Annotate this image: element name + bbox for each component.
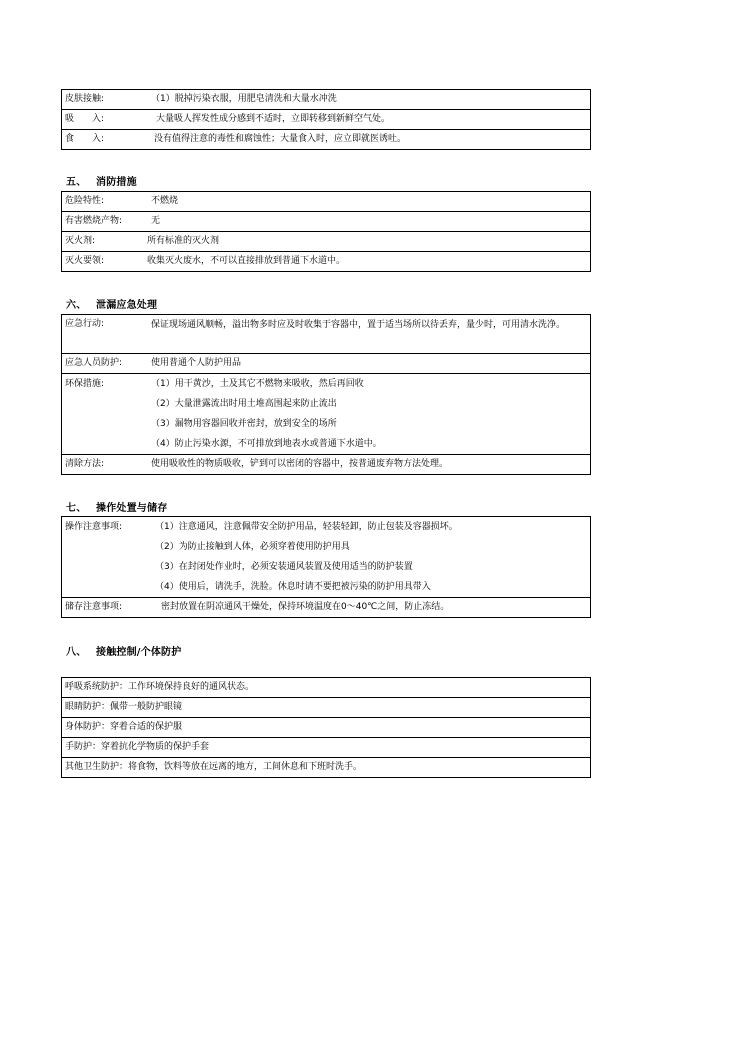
table-row [62,738,591,758]
table-row [62,252,591,272]
row-value: 保证现场通风顺畅，溢出物多时应及时收集于容器中，置于适当场所以待丢弃，量少时，可用清水洗净。 [151,320,566,330]
table-cell [62,232,591,252]
section-number: 七、 [66,503,87,514]
row-label: 食 入: [65,134,105,144]
row-label: 操作注意事项: [65,522,123,532]
section-title: 接触控制/个体防护 [96,647,182,658]
table-row [62,90,591,110]
table-cell: 呼吸系统防护：工作环境保持良好的通风状态。 [62,678,591,698]
row-label: 灭火剂: [65,236,96,246]
list-item: （4）使用后，请洗手，洗脸。休息时请不要把被污染的防护用具带入 [155,582,431,592]
spill-response-table [61,314,591,475]
table-row [62,374,591,455]
table-row [62,130,591,150]
table-cell [62,374,591,455]
row-value: 收集灭火废水，不可以直接排放到普通下水道中。 [147,256,346,266]
section-title: 泄漏应急处理 [96,300,158,311]
table-cell [62,598,591,618]
row-value: 使用普通个人防护用品 [151,358,242,368]
row-label: 环保措施: [65,379,105,389]
table-row [62,212,591,232]
row-label: 有害燃烧产物: [65,216,123,226]
table-row [62,354,591,374]
table-cell: 其他卫生防护：将食物，饮料等放在远离的地方，工间休息和下班时洗手。 [62,758,591,778]
row-value: 所有标准的灭火剂 [147,236,220,246]
table-cell [62,252,591,272]
row-label: 清除方法: [65,459,105,469]
table-cell [62,90,591,110]
section-number: 六、 [66,300,87,311]
table-cell [62,315,591,354]
table-row [62,192,591,212]
table-cell: 身体防护：穿着合适的保护服 [62,718,591,738]
table-cell [62,517,591,598]
section-heading [66,296,157,311]
section-heading [66,173,137,188]
section-heading [66,499,167,514]
row-label: 储存注意事项: [65,602,123,612]
row-value-list [151,374,382,454]
list-item: （3）在封闭处作业时，必须安装通风装置及使用适当的防护装置 [155,562,413,572]
list-item: （1）用干黄沙，土及其它不燃物来吸收，然后再回收 [151,379,364,389]
row-label: 皮肤接触: [65,94,105,104]
table-cell: 手防护：穿着抗化学物质的保护手套 [62,738,591,758]
row-label: 应急人员防护: [65,358,123,368]
row-value: （1）脱掉污染衣服，用肥皂清洗和大量水冲洗 [151,94,337,104]
table-cell: 眼睛防护：佩带一般防护眼镜 [62,698,591,718]
table-row [62,110,591,130]
row-label: 危险特性: [65,196,105,206]
table-row [62,758,591,778]
row-label: 灭火要领: [65,256,105,266]
table-cell [62,212,591,232]
table-row [62,455,591,475]
row-value: 没有值得注意的毒性和腐蚀性；大量食入时，应立即就医诱吐。 [154,134,407,144]
row-value: 无 [151,216,161,226]
row-value: 大量吸人挥发性成分感到不适时，立即转移到新鲜空气处。 [156,114,391,124]
section-title: 消防措施 [96,177,137,188]
section-number: 八、 [66,647,87,658]
table-cell [62,130,591,150]
table-cell [62,192,591,212]
table-row [62,315,591,354]
row-value: 使用吸收性的物质吸收，铲到可以密闭的容器中，按普通废弃物方法处理。 [151,459,449,469]
list-item: （1）注意通风，注意佩带安全防护用品，轻装轻卸，防止包装及容器损坏。 [155,522,458,532]
table-row [62,678,591,698]
table-row [62,598,591,618]
table-row [62,718,591,738]
table-cell [62,110,591,130]
section-heading [66,643,181,658]
row-label: 吸 入: [65,114,105,124]
row-value-list [155,517,458,597]
list-item: （2）大量泄露流出时用土堆高围起来防止流出 [151,399,337,409]
table-cell [62,354,591,374]
table-row [62,232,591,252]
section-number: 五、 [66,177,87,188]
table-row [62,698,591,718]
row-value: 密封放置在阴凉通风干燥处，保持环境温度在0～40℃之间，防止冻结。 [161,602,450,612]
table-row [62,517,591,598]
exposure-control-table [61,677,591,778]
first-aid-table [61,89,591,150]
handling-storage-table [61,516,591,618]
table-cell [62,455,591,475]
list-item: （4）防止污染水源，不可排放到地表水或普通下水道中。 [151,439,382,449]
fire-fighting-table [61,191,591,272]
row-label: 应急行动: [65,319,105,329]
list-item: （3）漏物用容器回收并密封，放到安全的场所 [151,419,337,429]
list-item: （2）为防止接触到人体，必须穿着使用防护用具 [155,542,350,552]
section-title: 操作处置与储存 [96,503,168,514]
row-value: 不燃烧 [151,196,179,206]
